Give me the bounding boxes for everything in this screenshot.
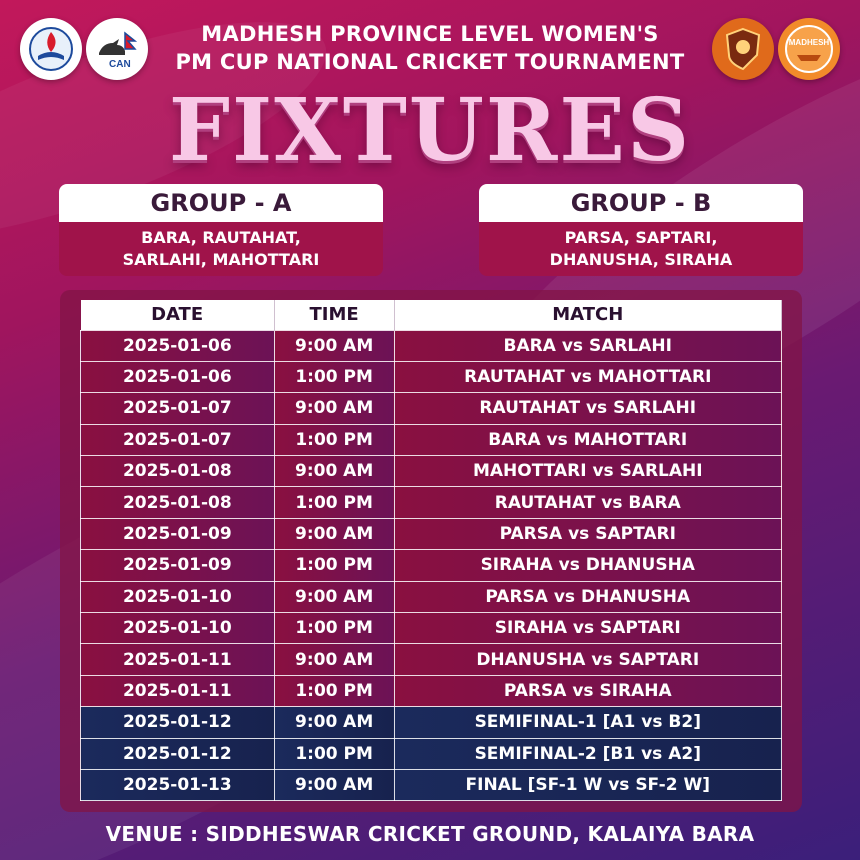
table-row [81, 738, 782, 769]
cell-match: DHANUSHA vs SAPTARI [394, 644, 781, 675]
cell-match: BARA vs SARLAHI [394, 330, 781, 361]
cell-time: 9:00 AM [274, 581, 394, 612]
table-row [81, 675, 782, 706]
cell-match: PARSA vs SIRAHA [394, 675, 781, 706]
table-row [81, 518, 782, 549]
cell-match: RAUTAHAT vs SARLAHI [394, 393, 781, 424]
cell-time: 1:00 PM [274, 487, 394, 518]
cell-date: 2025-01-13 [81, 769, 275, 800]
group-a-teams-line2: SARLAHI, MAHOTTARI [122, 250, 320, 269]
group-a-teams-line1: BARA, RAUTAHAT, [141, 228, 301, 247]
cell-time: 1:00 PM [274, 424, 394, 455]
cell-match: SIRAHA vs SAPTARI [394, 613, 781, 644]
cell-date: 2025-01-07 [81, 424, 275, 455]
cell-date: 2025-01-11 [81, 644, 275, 675]
group-b-teams-line2: DHANUSHA, SIRAHA [549, 250, 733, 269]
table-row [81, 644, 782, 675]
district-association-logo [712, 18, 774, 80]
header-date: DATE [81, 300, 275, 330]
cell-time: 1:00 PM [274, 550, 394, 581]
table-row [81, 361, 782, 392]
cell-date: 2025-01-10 [81, 613, 275, 644]
cell-match: FINAL [SF-1 W vs SF-2 W] [394, 769, 781, 800]
cell-date: 2025-01-06 [81, 361, 275, 392]
group-b-title: GROUP - B [479, 184, 803, 222]
table-row [81, 424, 782, 455]
table-header-row [81, 300, 782, 330]
cell-date: 2025-01-09 [81, 550, 275, 581]
cell-date: 2025-01-07 [81, 393, 275, 424]
group-b-teams [479, 222, 803, 276]
fixtures-table [80, 300, 782, 801]
cell-match: PARSA vs DHANUSHA [394, 581, 781, 612]
cell-time: 9:00 AM [274, 707, 394, 738]
table-row [81, 487, 782, 518]
group-b-teams-line1: PARSA, SAPTARI, [564, 228, 718, 247]
can-logo-text: CAN [109, 59, 131, 70]
group-a-card [59, 184, 383, 276]
cell-date: 2025-01-12 [81, 707, 275, 738]
sports-council-logo [20, 18, 82, 80]
cell-time: 1:00 PM [274, 613, 394, 644]
cell-date: 2025-01-12 [81, 738, 275, 769]
can-logo [86, 18, 148, 80]
cell-match: PARSA vs SAPTARI [394, 518, 781, 549]
cell-time: 9:00 AM [274, 393, 394, 424]
cell-time: 9:00 AM [274, 330, 394, 361]
group-a-title: GROUP - A [59, 184, 383, 222]
cell-time: 1:00 PM [274, 675, 394, 706]
cell-date: 2025-01-06 [81, 330, 275, 361]
fixtures-heading: FIXTURES [168, 80, 692, 181]
header-time: TIME [274, 300, 394, 330]
cell-time: 9:00 AM [274, 644, 394, 675]
madhesh-logo [778, 18, 840, 80]
cell-date: 2025-01-08 [81, 456, 275, 487]
cell-time: 1:00 PM [274, 738, 394, 769]
cell-match: BARA vs MAHOTTARI [394, 424, 781, 455]
table-row [81, 393, 782, 424]
madhesh-logo-text: MADHESH [788, 38, 830, 47]
table-row [81, 581, 782, 612]
title-line-2: PM CUP NATIONAL CRICKET TOURNAMENT [175, 50, 685, 74]
madhesh-emblem-icon [783, 23, 835, 75]
table-row [81, 330, 782, 361]
cell-date: 2025-01-11 [81, 675, 275, 706]
title-line-1: MADHESH PROVINCE LEVEL WOMEN'S [201, 22, 659, 46]
table-row [81, 613, 782, 644]
cell-match: RAUTAHAT vs MAHOTTARI [394, 361, 781, 392]
table-row [81, 456, 782, 487]
tournament-title [160, 20, 700, 76]
table-row [81, 550, 782, 581]
cell-match: RAUTAHAT vs BARA [394, 487, 781, 518]
table-row [81, 707, 782, 738]
rhino-flag-icon [91, 23, 143, 75]
group-b-card [479, 184, 803, 276]
cell-time: 9:00 AM [274, 518, 394, 549]
cell-date: 2025-01-09 [81, 518, 275, 549]
cell-time: 9:00 AM [274, 769, 394, 800]
cell-time: 1:00 PM [274, 361, 394, 392]
torch-icon [28, 26, 74, 72]
table-row [81, 769, 782, 800]
group-a-teams [59, 222, 383, 276]
cell-time: 9:00 AM [274, 456, 394, 487]
cell-match: MAHOTTARI vs SARLAHI [394, 456, 781, 487]
cell-date: 2025-01-08 [81, 487, 275, 518]
venue-text: VENUE : SIDDHESWAR CRICKET GROUND, KALAIYA BARA [105, 822, 755, 846]
header-match: MATCH [394, 300, 781, 330]
cell-match: SEMIFINAL-1 [A1 vs B2] [394, 707, 781, 738]
cell-date: 2025-01-10 [81, 581, 275, 612]
cell-match: SIRAHA vs DHANUSHA [394, 550, 781, 581]
shield-icon [719, 25, 767, 73]
cell-match: SEMIFINAL-2 [B1 vs A2] [394, 738, 781, 769]
